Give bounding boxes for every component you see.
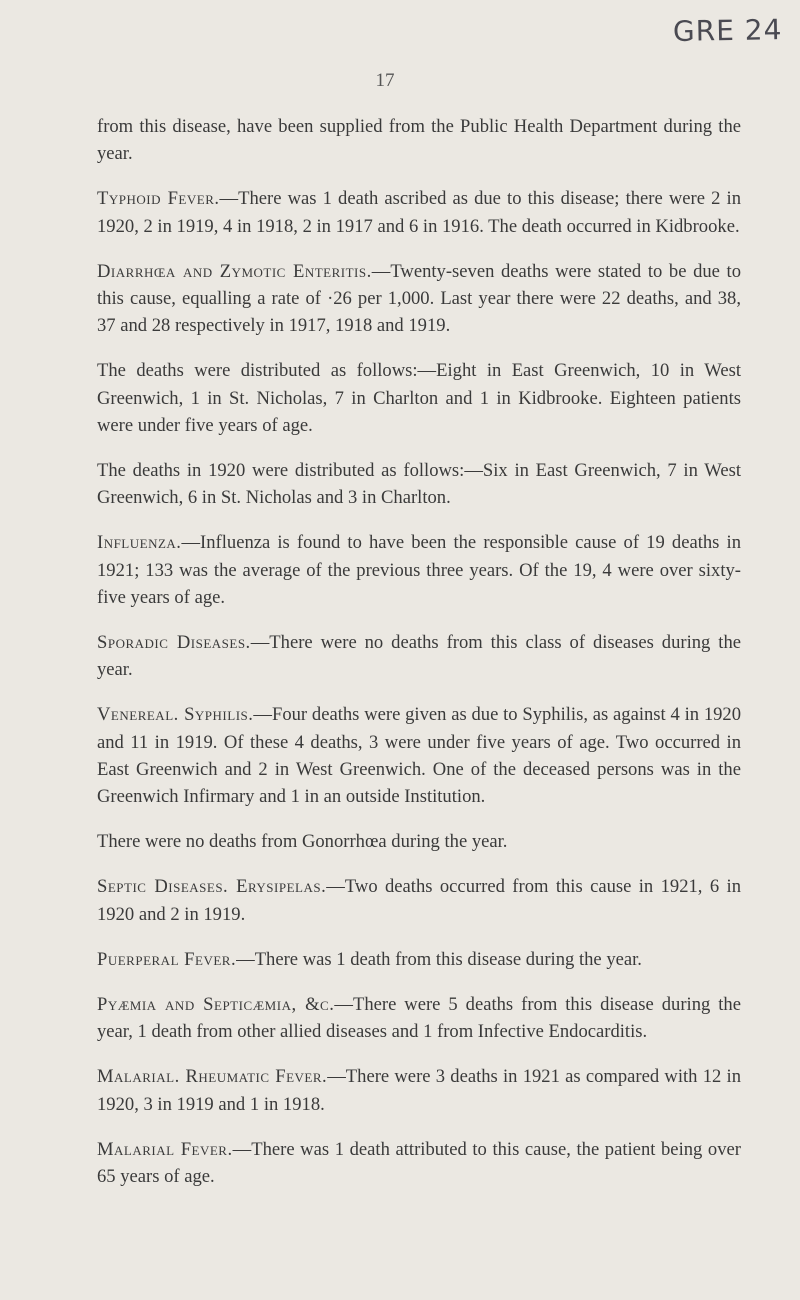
paragraph-syphilis bbox=[97, 701, 741, 810]
page-number: 17 bbox=[375, 70, 395, 91]
paragraph-sporadic-diseases bbox=[97, 629, 741, 683]
section-heading: Malarial Fever. bbox=[97, 1138, 233, 1160]
handwritten-annotation: GRE 24 bbox=[672, 13, 783, 48]
section-heading: Typhoid Fever. bbox=[97, 188, 220, 210]
section-heading: Pyæmia and Septicæmia, &c. bbox=[97, 994, 335, 1016]
paragraph-text: —Four deaths were given as due to Syphilis, as against 4 in 1920 and 11 in 1919. Of these 4 deaths, 3 were under five years of age. Two occurred in East Greenwich and 2 in West Greenwich. One of the deceased persons was in the Greenwich Infirmary and 1 in an outside Institution. bbox=[97, 704, 742, 808]
paragraph-malarial-fever bbox=[97, 1136, 741, 1190]
paragraph-text: —There was 1 death attributed to this cause, the patient being over 65 years of age. bbox=[97, 1138, 741, 1188]
paragraph-text: The deaths in 1920 were distributed as follows:—Six in East Greenwich, 7 in West Greenwich, 6 in St. Nicholas and 3 in Charlton. bbox=[97, 460, 741, 509]
body-text bbox=[97, 113, 741, 1208]
paragraph-intro bbox=[97, 113, 741, 167]
section-heading: Sporadic Diseases. bbox=[97, 632, 251, 654]
paragraph-text: The deaths were distributed as follows:—Eight in East Greenwich, 10 in West Greenwich, 1 in St. Nicholas, 7 in Charlton and 1 in Kidbrooke. Eighteen patients were under five years of age. bbox=[97, 360, 741, 436]
section-heading: Septic Diseases. Erysipelas. bbox=[97, 876, 327, 898]
section-heading: Malarial. Rheumatic Fever. bbox=[97, 1066, 328, 1088]
paragraph-text: —There were 3 deaths in 1921 as compared with 12 in 1920, 3 in 1919 and 1 in 1918. bbox=[97, 1066, 741, 1115]
section-heading: Puerperal Fever. bbox=[97, 948, 237, 970]
paragraph-text: —There were no deaths from this class of diseases during the year. bbox=[97, 632, 741, 681]
paragraph-text: —Two deaths occurred from this cause in 1921, 6 in 1920 and 2 in 1919. bbox=[97, 876, 741, 925]
paragraph-rheumatic-fever bbox=[97, 1063, 741, 1117]
section-heading: Venereal. Syphilis. bbox=[97, 704, 254, 726]
paragraph-pyaemia bbox=[97, 991, 741, 1045]
section-heading: Influenza. bbox=[97, 532, 182, 554]
paragraph-influenza bbox=[97, 529, 741, 611]
paragraph-puerperal-fever bbox=[97, 946, 741, 973]
paragraph-text: from this disease, have been supplied from the Public Health Department during the year. bbox=[97, 116, 741, 165]
paragraph-text: —There were 5 deaths from this disease during the year, 1 death from other allied diseases and 1 from Infective Endocarditis. bbox=[97, 994, 741, 1043]
paragraph-text: —There was 1 death from this disease during the year. bbox=[236, 948, 642, 970]
section-heading: Diarrhœa and Zymotic Enteritis. bbox=[97, 260, 372, 282]
paragraph-diarrhoea bbox=[97, 258, 741, 340]
paragraph-distribution-1920 bbox=[97, 457, 741, 511]
paragraph-typhoid-fever bbox=[97, 185, 741, 239]
paragraph-text: —Twenty-seven deaths were stated to be due to this cause, equalling a rate of ·26 per 1,000. Last year there were 22 deaths, and 38, 37 and 28 respectively in 1917, 1918 and 1919. bbox=[97, 260, 741, 337]
paragraph-gonorrhoea bbox=[97, 828, 741, 855]
paragraph-text: —Influenza is found to have been the responsible cause of 19 deaths in 1921; 133 was the average of the previous three years. Of the 19, 4 were over sixty-five years of age. bbox=[97, 532, 741, 608]
paragraph-erysipelas bbox=[97, 873, 741, 927]
paragraph-distribution-1921 bbox=[97, 357, 741, 439]
paragraph-text: —There was 1 death ascribed as due to this disease; there were 2 in 1920, 2 in 1919, 4 in 1918, 2 in 1917 and 6 in 1916. The death occurred in Kidbrooke. bbox=[97, 188, 741, 237]
paragraph-text: There were no deaths from Gonorrhœa during the year. bbox=[97, 831, 508, 853]
